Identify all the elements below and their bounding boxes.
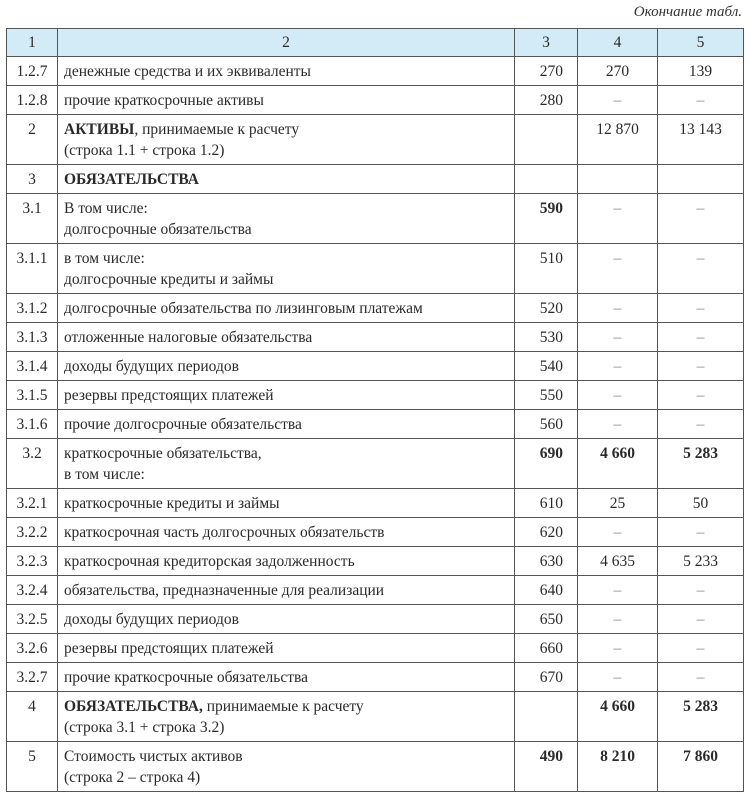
table-row bbox=[7, 742, 744, 792]
table-row bbox=[7, 410, 744, 439]
line-code bbox=[515, 165, 578, 194]
row-description bbox=[58, 115, 515, 165]
value-col-4: 12 870 bbox=[578, 115, 658, 165]
table-row bbox=[7, 194, 744, 244]
row-description bbox=[58, 489, 515, 518]
description-line: в том числе: bbox=[64, 466, 145, 483]
row-number: 3.1.5 bbox=[7, 381, 58, 410]
row-number: 3.1.4 bbox=[7, 352, 58, 381]
line-code: 550 bbox=[515, 381, 578, 410]
line-code: 620 bbox=[515, 518, 578, 547]
line-code: 510 bbox=[515, 244, 578, 294]
value-col-5: 5 283 bbox=[658, 692, 744, 742]
row-number: 3.2.7 bbox=[7, 663, 58, 692]
value-col-5: 13 143 bbox=[658, 115, 744, 165]
description-line: , принимаемые к расчету bbox=[134, 121, 300, 138]
description-line: краткосрочная часть долгосрочных обязательств bbox=[64, 524, 385, 541]
row-description bbox=[58, 692, 515, 742]
row-description bbox=[58, 605, 515, 634]
description-line: (строка 1.1 + строка 1.2) bbox=[64, 142, 225, 159]
header-col-2: 2 bbox=[58, 29, 515, 57]
header-col-4: 4 bbox=[578, 29, 658, 57]
description-line: долгосрочные обязательства по лизинговым платежам bbox=[64, 300, 423, 317]
description-line: доходы будущих периодов bbox=[64, 358, 239, 375]
value-col-5: – bbox=[658, 194, 744, 244]
value-col-5: 5 283 bbox=[658, 439, 744, 489]
row-description bbox=[58, 634, 515, 663]
row-number: 3.2.4 bbox=[7, 576, 58, 605]
row-number: 3.2.1 bbox=[7, 489, 58, 518]
line-code: 610 bbox=[515, 489, 578, 518]
description-line: (строка 3.1 + строка 3.2) bbox=[64, 719, 225, 736]
line-code: 560 bbox=[515, 410, 578, 439]
table-row bbox=[7, 692, 744, 742]
table-row bbox=[7, 439, 744, 489]
value-col-4: – bbox=[578, 194, 658, 244]
row-number: 3.1 bbox=[7, 194, 58, 244]
value-col-5: – bbox=[658, 323, 744, 352]
table-row bbox=[7, 605, 744, 634]
description-line: (строка 2 – строка 4) bbox=[64, 769, 201, 786]
row-description bbox=[58, 576, 515, 605]
bold-heading: ОБЯЗАТЕЛЬСТВА bbox=[64, 171, 199, 188]
row-description bbox=[58, 439, 515, 489]
row-number: 2 bbox=[7, 115, 58, 165]
value-col-4: – bbox=[578, 86, 658, 115]
row-number: 1.2.7 bbox=[7, 57, 58, 86]
value-col-5: – bbox=[658, 381, 744, 410]
line-code: 270 bbox=[515, 57, 578, 86]
value-col-4: 8 210 bbox=[578, 742, 658, 792]
value-col-4: – bbox=[578, 244, 658, 294]
description-line: резервы предстоящих платежей bbox=[64, 640, 274, 657]
line-code bbox=[515, 692, 578, 742]
row-description bbox=[58, 57, 515, 86]
description-line: долгосрочные обязательства bbox=[64, 221, 252, 238]
table-caption: Окончание табл. bbox=[633, 4, 742, 20]
description-line: прочие долгосрочные обязательства bbox=[64, 416, 302, 433]
row-number: 5 bbox=[7, 742, 58, 792]
value-col-4 bbox=[578, 165, 658, 194]
description-line: краткосрочные кредиты и займы bbox=[64, 495, 280, 512]
description-line: резервы предстоящих платежей bbox=[64, 387, 274, 404]
description-line: доходы будущих периодов bbox=[64, 611, 239, 628]
header-col-1: 1 bbox=[7, 29, 58, 57]
value-col-4: – bbox=[578, 323, 658, 352]
line-code: 650 bbox=[515, 605, 578, 634]
row-number: 3.2.2 bbox=[7, 518, 58, 547]
table-row bbox=[7, 547, 744, 576]
line-code: 660 bbox=[515, 634, 578, 663]
bold-heading: АКТИВЫ bbox=[64, 121, 135, 138]
line-code: 530 bbox=[515, 323, 578, 352]
value-col-4: 4 635 bbox=[578, 547, 658, 576]
table-row bbox=[7, 323, 744, 352]
description-line: прочие краткосрочные обязательства bbox=[64, 669, 308, 686]
header-row bbox=[7, 29, 744, 57]
row-description bbox=[58, 194, 515, 244]
table-row bbox=[7, 489, 744, 518]
row-description bbox=[58, 381, 515, 410]
row-number: 3.1.1 bbox=[7, 244, 58, 294]
description-line: краткосрочные обязательства, bbox=[64, 445, 262, 462]
table-row bbox=[7, 165, 744, 194]
description-line: принимаемые к расчету bbox=[202, 698, 364, 715]
table-row bbox=[7, 244, 744, 294]
value-col-5: – bbox=[658, 663, 744, 692]
description-line: долгосрочные кредиты и займы bbox=[64, 271, 274, 288]
description-line: В том числе: bbox=[64, 200, 148, 217]
table-body bbox=[7, 57, 744, 792]
row-description bbox=[58, 352, 515, 381]
value-col-5: – bbox=[658, 410, 744, 439]
row-description bbox=[58, 323, 515, 352]
line-code: 670 bbox=[515, 663, 578, 692]
table-row bbox=[7, 381, 744, 410]
value-col-5 bbox=[658, 165, 744, 194]
row-description bbox=[58, 518, 515, 547]
row-description bbox=[58, 547, 515, 576]
description-line: в том числе: bbox=[64, 250, 145, 267]
value-col-4: – bbox=[578, 634, 658, 663]
row-description bbox=[58, 742, 515, 792]
bold-heading: ОБЯЗАТЕЛЬСТВА, bbox=[64, 698, 203, 715]
value-col-5: 5 233 bbox=[658, 547, 744, 576]
row-description bbox=[58, 86, 515, 115]
row-description bbox=[58, 663, 515, 692]
value-col-5: – bbox=[658, 576, 744, 605]
line-code: 540 bbox=[515, 352, 578, 381]
line-code: 490 bbox=[515, 742, 578, 792]
value-col-4: – bbox=[578, 381, 658, 410]
description-line: обязательства, предназначенные для реализации bbox=[64, 582, 385, 599]
table-row bbox=[7, 57, 744, 86]
value-col-5: – bbox=[658, 518, 744, 547]
value-col-4: 4 660 bbox=[578, 692, 658, 742]
row-description bbox=[58, 165, 515, 194]
line-code: 520 bbox=[515, 294, 578, 323]
line-code bbox=[515, 115, 578, 165]
line-code: 280 bbox=[515, 86, 578, 115]
table-row bbox=[7, 294, 744, 323]
value-col-4: – bbox=[578, 352, 658, 381]
value-col-5: – bbox=[658, 294, 744, 323]
net-assets-table bbox=[6, 28, 744, 792]
line-code: 690 bbox=[515, 439, 578, 489]
value-col-5: – bbox=[658, 86, 744, 115]
line-code: 640 bbox=[515, 576, 578, 605]
table-row bbox=[7, 518, 744, 547]
value-col-5: – bbox=[658, 605, 744, 634]
value-col-5: – bbox=[658, 352, 744, 381]
row-number: 3.2 bbox=[7, 439, 58, 489]
row-description bbox=[58, 244, 515, 294]
row-description bbox=[58, 294, 515, 323]
row-number: 3 bbox=[7, 165, 58, 194]
value-col-4: – bbox=[578, 576, 658, 605]
value-col-5: – bbox=[658, 244, 744, 294]
row-number: 3.1.6 bbox=[7, 410, 58, 439]
value-col-5: 50 bbox=[658, 489, 744, 518]
value-col-5: 7 860 bbox=[658, 742, 744, 792]
row-number: 1.2.8 bbox=[7, 86, 58, 115]
line-code: 590 bbox=[515, 194, 578, 244]
line-code: 630 bbox=[515, 547, 578, 576]
table-row bbox=[7, 663, 744, 692]
table-row bbox=[7, 115, 744, 165]
value-col-4: 4 660 bbox=[578, 439, 658, 489]
table-row bbox=[7, 576, 744, 605]
row-description bbox=[58, 410, 515, 439]
table-row bbox=[7, 86, 744, 115]
row-number: 4 bbox=[7, 692, 58, 742]
value-col-4: – bbox=[578, 605, 658, 634]
description-line: краткосрочная кредиторская задолженность bbox=[64, 553, 355, 570]
description-line: Стоимость чистых активов bbox=[64, 748, 243, 765]
row-number: 3.1.2 bbox=[7, 294, 58, 323]
header-col-3: 3 bbox=[515, 29, 578, 57]
row-number: 3.1.3 bbox=[7, 323, 58, 352]
value-col-5: – bbox=[658, 634, 744, 663]
value-col-5: 139 bbox=[658, 57, 744, 86]
header-col-5: 5 bbox=[658, 29, 744, 57]
row-number: 3.2.6 bbox=[7, 634, 58, 663]
description-line: отложенные налоговые обязательства bbox=[64, 329, 313, 346]
description-line: денежные средства и их эквиваленты bbox=[64, 63, 311, 80]
value-col-4: 270 bbox=[578, 57, 658, 86]
value-col-4: 25 bbox=[578, 489, 658, 518]
table-row bbox=[7, 634, 744, 663]
value-col-4: – bbox=[578, 518, 658, 547]
row-number: 3.2.5 bbox=[7, 605, 58, 634]
table-row bbox=[7, 352, 744, 381]
value-col-4: – bbox=[578, 663, 658, 692]
value-col-4: – bbox=[578, 410, 658, 439]
description-line: прочие краткосрочные активы bbox=[64, 92, 264, 109]
value-col-4: – bbox=[578, 294, 658, 323]
row-number: 3.2.3 bbox=[7, 547, 58, 576]
